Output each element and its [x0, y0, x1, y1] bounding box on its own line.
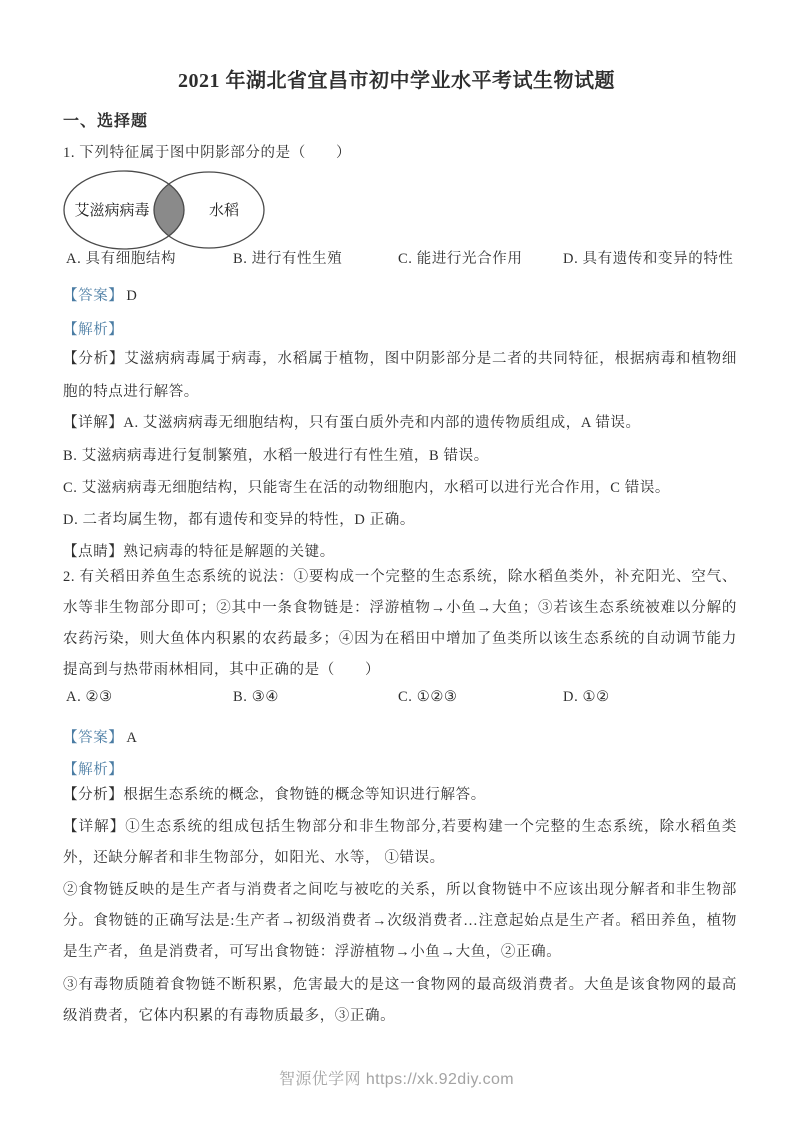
venn-right-label: 水稻 [208, 203, 240, 219]
q2-analysis-label: 【解析】 [63, 762, 124, 778]
q1-option-c: C. 能进行光合作用 [398, 251, 523, 267]
q1-option-a: A. 具有细胞结构 [66, 251, 177, 267]
q1-explain-paragraph: 【点睛】熟记病毒的特征是解题的关键。 [63, 544, 335, 560]
q1-option-b: B. 进行有性生殖 [233, 251, 343, 267]
question-1-options-row [66, 247, 737, 269]
section-heading: 一、选择题 [63, 113, 149, 130]
q1-answer-label: 【答案】 [63, 288, 124, 304]
page-title: 2021 年湖北省宜昌市初中学业水平考试生物试题 [178, 70, 615, 92]
q2-explain-paragraph: 【详解】①生态系统的组成包括生物部分和非生物部分,若要构建一个完整的生态系统，除水稻鱼类外，还缺分解者和非生物部分，如阳光、水等， ①错误。 [63, 819, 737, 866]
q1-answer-row [63, 280, 737, 313]
q2-option-d: D. ①② [563, 689, 610, 705]
question-2-stem: 2. 有关稻田养鱼生态系统的说法：①要构成一个完整的生态系统，除水稻鱼类外，补充阳光、空气、水等非生物部分即可；②其中一条食物链是：浮游植物→小鱼→大鱼；③若该生态系统被难以分解的农药污染，则大鱼体内积累的农药最多；④因为在稻田中增加了鱼类所以该生态系统的自动调节能力提高到与热带雨林相同，其中正确的是（ ） [63, 569, 737, 678]
q2-option-b: B. ③④ [233, 689, 279, 705]
q1-answer-value: D [126, 288, 138, 304]
q1-option-d: D. 具有遗传和变异的特性 [563, 251, 734, 267]
q1-explain-paragraph: B. 艾滋病病毒进行复制繁殖，水稻一般进行有性生殖，B 错误。 [63, 448, 489, 464]
q1-explain-paragraph: 【分析】艾滋病病毒属于病毒，水稻属于植物，图中阴影部分是二者的共同特征，根据病毒和植物细胞的特点进行解答。 [63, 351, 737, 400]
q2-option-c: C. ①②③ [398, 689, 458, 705]
q2-explain-paragraph: 【分析】根据生态系统的概念，食物链的概念等知识进行解答。 [63, 787, 486, 803]
q1-explain-paragraph: C. 艾滋病病毒无细胞结构，只能寄生在活的动物细胞内，水稻可以进行光合作用，C 错误。 [63, 480, 671, 496]
q2-explain-paragraph: ②食物链反映的是生产者与消费者之间吃与被吃的关系，所以食物链中不应该出现分解者和非生物部分。食物链的正确写法是:生产者→初级消费者→次级消费者…注意起始点是生产者。稻田养鱼，植物是生产者，鱼是消费者，可写出食物链：浮游植物→小鱼→大鱼，②正确。 [63, 882, 737, 960]
q1-analysis-label: 【解析】 [63, 322, 124, 338]
q2-option-a: A. ②③ [66, 689, 113, 705]
q2-answer-label: 【答案】 [63, 730, 124, 746]
venn-diagram-svg [62, 168, 266, 252]
q1-explain-paragraph: 【详解】A. 艾滋病病毒无细胞结构，只有蛋白质外壳和内部的遗传物质组成，A 错误。 [63, 415, 641, 431]
q2-answer-row [63, 722, 737, 755]
site-watermark: 智源优学网 https://xk.92diy.com [278, 1071, 515, 1088]
q1-explain-paragraph: D. 二者均属生物，都有遗传和变异的特性，D 正确。 [63, 512, 415, 528]
question-1-stem: 1. 下列特征属于图中阴影部分的是（ ） [63, 145, 352, 161]
venn-left-label: 艾滋病病毒 [74, 203, 150, 219]
venn-diagram-figure [62, 168, 266, 252]
q2-explain-paragraph: ③有毒物质随着食物链不断积累，危害最大的是这一食物网的最高级消费者。大鱼是该食物网的最高级消费者，它体内积累的有毒物质最多，③正确。 [63, 977, 737, 1024]
question-2-options-row [66, 689, 737, 711]
q2-answer-value: A [126, 730, 138, 746]
